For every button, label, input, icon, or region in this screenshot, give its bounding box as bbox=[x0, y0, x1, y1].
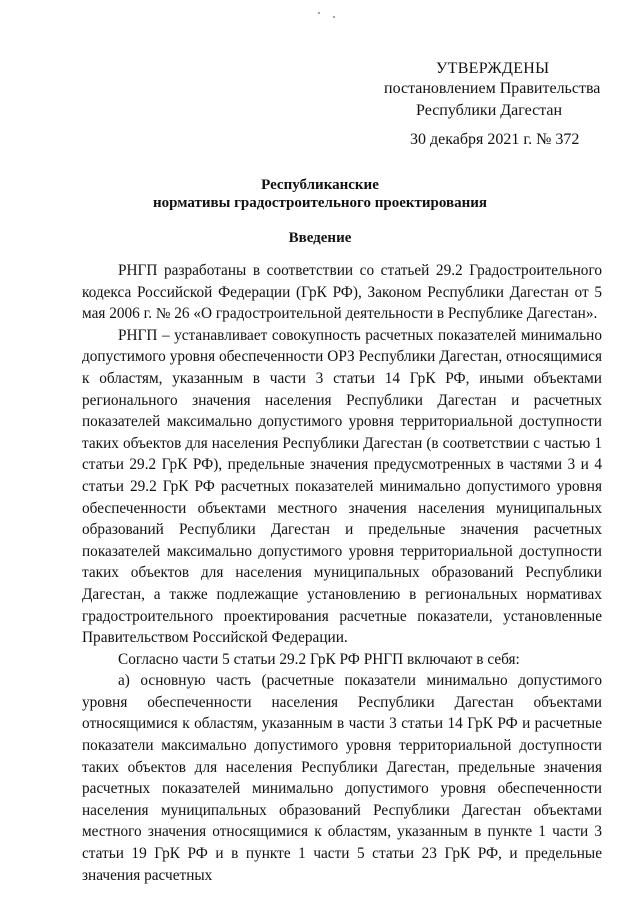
scan-speck bbox=[318, 12, 320, 14]
scan-speck bbox=[333, 16, 335, 18]
paragraph-scope: РНГП – устанавливает совокупность расчетных показателей минимально допустимого уровня обеспеченности ОРЗ Республики Дагестан, относящимися к областям, указанным в части 3 статьи 14 ГрК РФ, иными объектами регионального значения населения Республики Дагестан и расчетных показателей максимально допустимого уровня территориальной доступности таких объектов для населения Республики Дагестан (в соответствии с частью 1 статьи 29.2 ГрК РФ), предельные значения предусмотренных в частями 3 и 4 статьи 29.2 ГрК РФ расчетных показателей минимально допустимого уровня обеспеченности объектами местного значения населения муниципальных образований Республики Дагестан и предельные значения расчетных показателей максимально допустимого уровня территориальной доступности таких объектов для населения муниципальных образований Республики Дагестан, а также подлежащие установлению в региональных нормативах градостроительного проектирования расчетные показатели, установленные Правительством Российской Федерации. bbox=[82, 326, 602, 647]
approval-title: УТВЕРЖДЕНЫ bbox=[436, 60, 550, 77]
approval-line-republic: Республики Дагестан bbox=[416, 102, 563, 119]
document-title-line-2: нормативы градостроительного проектирования bbox=[153, 195, 487, 211]
section-heading: Введение bbox=[288, 230, 352, 246]
approval-date: 30 декабря 2021 г. № 372 bbox=[410, 131, 580, 148]
paragraph-main-part: а) основную часть (расчетные показатели минимально допустимого уровня обеспеченности населения Республики Дагестан объектами относящимися к областям, указанным в части 3 статьи 14 ГрК РФ и расчетные показатели максимально допустимого уровня территориальной доступности таких объектов для населения Республики Дагестан, предельные значения расчетных показателей минимально допустимого уровня обеспеченности населения муниципальных образований Республики Дагестан объектами местного значения относящимися к областям, указанным в пункте 1 части 3 статьи 19 ГрК РФ и в пункте 1 части 5 статьи 23 ГрК РФ, и предельные значения расчетных bbox=[82, 672, 602, 884]
body-text bbox=[82, 260, 602, 886]
paragraph-intro: РНГП разработаны в соответствии со статьей 29.2 Градостроительного кодекса Российской Федерации (ГрК РФ), Законом Республики Дагестан от 5 мая 2006 г. № 26 «О градостроительной деятельности в Республике Дагестан». bbox=[82, 262, 602, 323]
document-title-line-1: Республиканские bbox=[261, 177, 379, 193]
approval-line-decree: постановлением Правительства bbox=[384, 80, 601, 97]
paragraph-structure: Согласно части 5 статьи 29.2 ГрК РФ РНГП включают в себя: bbox=[118, 650, 520, 668]
